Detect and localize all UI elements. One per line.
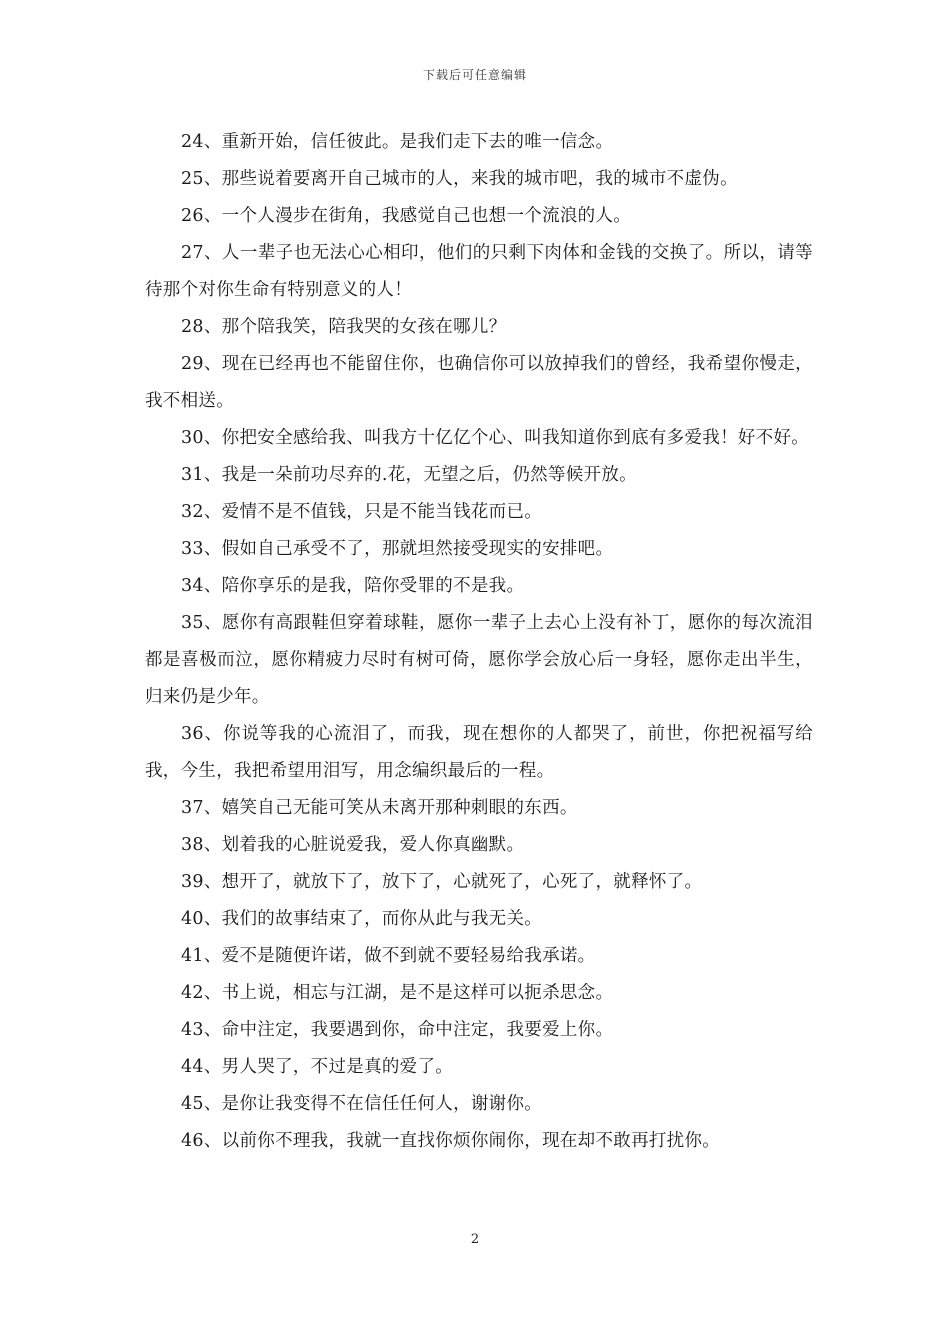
paragraph-43: 43、命中注定，我要遇到你，命中注定，我要爱上你。 (181, 1020, 614, 1040)
document-body (145, 124, 813, 1160)
paragraph-42: 42、书上说，相忘与江湖，是不是这样可以扼杀思念。 (181, 983, 614, 1003)
paragraph-34: 34、陪你享乐的是我，陪你受罪的不是我。 (181, 576, 525, 596)
page-header: 下载后可任意编辑 (422, 68, 527, 82)
paragraph-31: 31、我是一朵前功尽弃的.花，无望之后，仍然等候开放。 (181, 465, 637, 485)
paragraph-37: 37、嬉笑自己无能可笑从未离开那种刺眼的东西。 (181, 798, 578, 818)
paragraph-35: 35、愿你有高跟鞋但穿着球鞋，愿你一辈子上去心上没有补丁，愿你的每次流泪都是喜极而泣，愿你精疲力尽时有树可倚，愿你学会放心后一身轻，愿你走出半生，归来仍是少年。 (145, 613, 813, 707)
paragraph-44: 44、男人哭了，不过是真的爱了。 (181, 1057, 454, 1077)
paragraph-38: 38、划着我的心脏说爱我，爱人你真幽默。 (181, 835, 525, 855)
paragraph-28: 28、那个陪我笑，陪我哭的女孩在哪儿？ (181, 317, 507, 337)
paragraph-41: 41、爱不是随便许诺，做不到就不要轻易给我承诺。 (181, 946, 596, 966)
paragraph-25: 25、那些说着要离开自己城市的人，来我的城市吧，我的城市不虚伪。 (181, 169, 738, 189)
paragraph-29: 29、现在已经再也不能留住你，也确信你可以放掉我们的曾经，我希望你慢走，我不相送。 (145, 354, 813, 411)
paragraph-39: 39、想开了，就放下了，放下了，心就死了，心死了，就释怀了。 (181, 872, 703, 892)
paragraph-32: 32、爱情不是不值钱，只是不能当钱花而已。 (181, 502, 543, 522)
paragraph-24: 24、重新开始，信任彼此。是我们走下去的唯一信念。 (181, 132, 614, 152)
page-number: 2 (470, 1232, 480, 1247)
paragraph-30: 30、你把安全感给我、叫我方十亿亿个心、叫我知道你到底有多爱我！好不好。 (181, 428, 810, 448)
paragraph-27: 27、人一辈子也无法心心相印，他们的只剩下肉体和金钱的交换了。所以，请等待那个对你生命有特别意义的人！ (145, 243, 813, 300)
paragraph-45: 45、是你让我变得不在信任任何人，谢谢你。 (181, 1094, 543, 1114)
paragraph-46: 46、以前你不理我，我就一直找你烦你闹你，现在却不敢再打扰你。 (181, 1131, 721, 1151)
paragraph-40: 40、我们的故事结束了，而你从此与我无关。 (181, 909, 543, 929)
paragraph-36: 36、你说等我的心流泪了，而我，现在想你的人都哭了，前世，你把祝福写给我，今生，我把希望用泪写，用念编织最后的一程。 (145, 724, 813, 781)
paragraph-26: 26、一个人漫步在街角，我感觉自己也想一个流浪的人。 (181, 206, 632, 226)
paragraph-33: 33、假如自己承受不了，那就坦然接受现实的安排吧。 (181, 539, 614, 559)
